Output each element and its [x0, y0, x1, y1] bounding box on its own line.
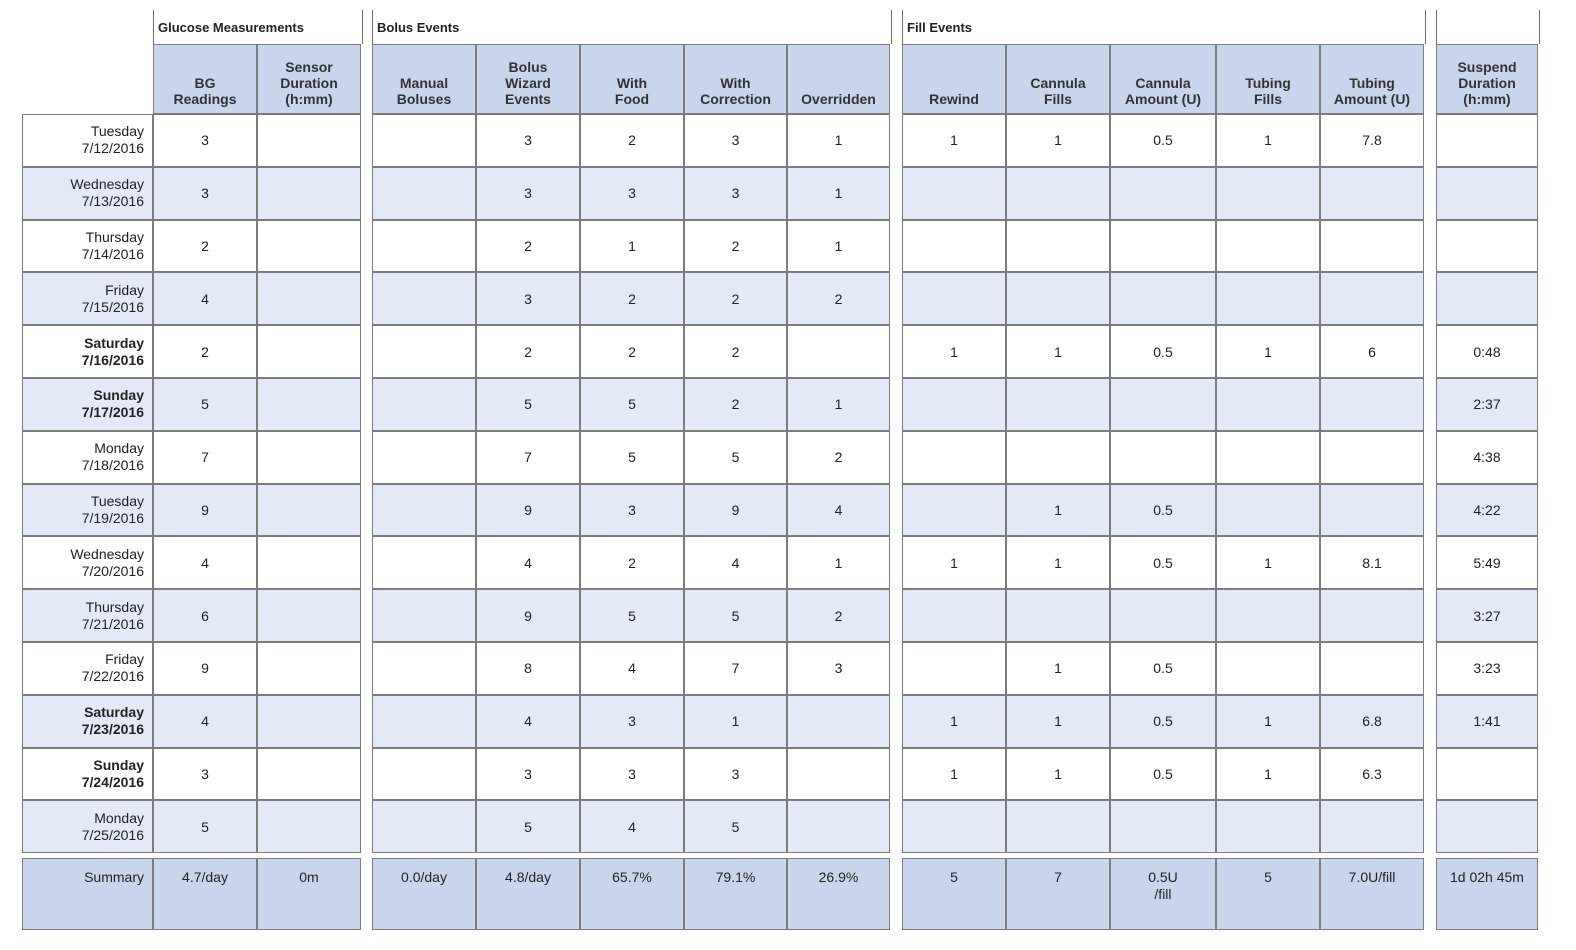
table-cell-tubing-amount: 6 [1320, 325, 1424, 378]
table-cell-suspend: 4:22 [1436, 484, 1538, 537]
row-date: 7/20/2016 [81, 562, 144, 579]
table-cell-suspend: 3:27 [1436, 589, 1538, 642]
table-cell-overridden: 2 [787, 589, 890, 642]
table-cell-overridden: 4 [787, 484, 890, 537]
table-cell-food: 2 [580, 536, 684, 589]
table-cell-wizard: 5 [476, 378, 580, 431]
table-cell-sensor [257, 325, 361, 378]
table-cell-rewind [902, 431, 1006, 484]
table-cell-cannula-amount: 0.5 [1110, 114, 1216, 167]
table-cell-cannula-amount: 0.5 [1110, 695, 1216, 748]
table-cell-food: 5 [580, 589, 684, 642]
table-cell-food: 2 [580, 272, 684, 325]
table-cell-tubing-fills [1216, 220, 1320, 273]
table-cell-cannula-fills: 1 [1006, 695, 1110, 748]
column-header-manual: Manual Boluses [372, 44, 476, 114]
table-cell-bg: 4 [153, 695, 257, 748]
table-cell-correction: 4 [684, 536, 787, 589]
table-cell-tubing-amount [1320, 431, 1424, 484]
table-cell-suspend [1436, 272, 1538, 325]
table-cell-cannula-amount: 0.5 [1110, 536, 1216, 589]
table-cell-bg: 9 [153, 642, 257, 695]
summary-cell-sensor: 0m [257, 858, 361, 930]
table-cell-manual [372, 748, 476, 801]
table-cell-tubing-amount [1320, 378, 1424, 431]
table-cell-wizard: 8 [476, 642, 580, 695]
table-cell-rewind [902, 378, 1006, 431]
table-cell-rewind [902, 272, 1006, 325]
table-cell-sensor [257, 800, 361, 853]
table-cell-correction: 2 [684, 378, 787, 431]
table-cell-tubing-amount [1320, 484, 1424, 537]
table-cell-food: 3 [580, 167, 684, 220]
table-cell-sensor [257, 114, 361, 167]
summary-cell-tubing-fills: 5 [1216, 858, 1320, 930]
table-cell-correction: 5 [684, 800, 787, 853]
table-cell-manual [372, 800, 476, 853]
table-cell-bg: 3 [153, 748, 257, 801]
table-cell-cannula-amount [1110, 220, 1216, 273]
row-date: 7/22/2016 [81, 668, 144, 685]
row-date: 7/23/2016 [81, 721, 144, 738]
row-date-cell [22, 642, 153, 695]
table-cell-suspend: 5:49 [1436, 536, 1538, 589]
table-cell-cannula-amount: 0.5 [1110, 484, 1216, 537]
table-cell-correction: 7 [684, 642, 787, 695]
table-cell-suspend: 0:48 [1436, 325, 1538, 378]
table-cell-suspend [1436, 167, 1538, 220]
table-cell-wizard: 9 [476, 484, 580, 537]
table-cell-manual [372, 589, 476, 642]
summary-cell-suspend: 1d 02h 45m [1436, 858, 1538, 930]
summary-cell-cannula-amount: 0.5U /fill [1110, 858, 1216, 930]
table-cell-sensor [257, 695, 361, 748]
column-header-correction: With Correction [684, 44, 787, 114]
table-cell-overridden: 2 [787, 431, 890, 484]
table-cell-cannula-fills [1006, 800, 1110, 853]
table-cell-suspend [1436, 220, 1538, 273]
row-day: Sunday [93, 387, 144, 404]
table-cell-cannula-fills [1006, 272, 1110, 325]
row-date: 7/16/2016 [81, 351, 144, 368]
row-date-cell [22, 589, 153, 642]
row-date-cell [22, 748, 153, 801]
table-cell-sensor [257, 272, 361, 325]
table-cell-manual [372, 642, 476, 695]
row-date: 7/13/2016 [81, 193, 144, 210]
table-cell-tubing-fills [1216, 378, 1320, 431]
table-cell-manual [372, 167, 476, 220]
table-cell-tubing-fills [1216, 589, 1320, 642]
table-cell-overridden: 3 [787, 642, 890, 695]
table-cell-cannula-fills [1006, 431, 1110, 484]
table-cell-tubing-fills: 1 [1216, 114, 1320, 167]
table-cell-manual [372, 114, 476, 167]
summary-cell-food: 65.7% [580, 858, 684, 930]
table-cell-rewind [902, 484, 1006, 537]
table-cell-tubing-fills: 1 [1216, 325, 1320, 378]
table-cell-correction: 1 [684, 695, 787, 748]
column-header-tubing-fills: Tubing Fills [1216, 44, 1320, 114]
row-day: Thursday [85, 598, 144, 615]
row-day: Tuesday [90, 123, 144, 140]
table-cell-tubing-amount [1320, 800, 1424, 853]
table-cell-food: 3 [580, 695, 684, 748]
table-cell-bg: 5 [153, 800, 257, 853]
table-cell-food: 1 [580, 220, 684, 273]
table-cell-tubing-amount [1320, 589, 1424, 642]
table-cell-tubing-amount [1320, 272, 1424, 325]
table-cell-food: 4 [580, 642, 684, 695]
table-cell-rewind: 1 [902, 325, 1006, 378]
table-cell-overridden: 2 [787, 272, 890, 325]
column-header-tubing-amount: Tubing Amount (U) [1320, 44, 1424, 114]
table-cell-food: 5 [580, 378, 684, 431]
table-cell-bg: 9 [153, 484, 257, 537]
table-cell-manual [372, 484, 476, 537]
group-title-glucose: Glucose Measurements [158, 20, 304, 35]
summary-cell-overridden: 26.9% [787, 858, 890, 930]
row-day: Friday [105, 651, 144, 668]
table-cell-tubing-amount: 6.3 [1320, 748, 1424, 801]
table-cell-bg: 2 [153, 220, 257, 273]
table-cell-bg: 6 [153, 589, 257, 642]
table-cell-wizard: 5 [476, 800, 580, 853]
group-title-fill: Fill Events [907, 20, 973, 35]
row-date-cell [22, 272, 153, 325]
table-cell-tubing-amount [1320, 220, 1424, 273]
table-cell-wizard: 3 [476, 114, 580, 167]
row-date: 7/24/2016 [81, 773, 144, 790]
table-cell-bg: 4 [153, 272, 257, 325]
column-header-food: With Food [580, 44, 684, 114]
table-cell-tubing-amount [1320, 642, 1424, 695]
table-cell-rewind [902, 167, 1006, 220]
table-cell-manual [372, 536, 476, 589]
table-cell-manual [372, 695, 476, 748]
table-cell-cannula-fills: 1 [1006, 642, 1110, 695]
column-header-rewind: Rewind [902, 44, 1006, 114]
table-cell-wizard: 3 [476, 272, 580, 325]
row-date: 7/17/2016 [81, 404, 144, 421]
column-header-wizard: Bolus Wizard Events [476, 44, 580, 114]
table-cell-tubing-fills [1216, 642, 1320, 695]
table-cell-sensor [257, 220, 361, 273]
table-cell-wizard: 4 [476, 536, 580, 589]
table-cell-cannula-fills: 1 [1006, 484, 1110, 537]
table-cell-manual [372, 325, 476, 378]
table-cell-suspend: 2:37 [1436, 378, 1538, 431]
group-frame-fill [902, 10, 1426, 44]
table-cell-wizard: 2 [476, 325, 580, 378]
column-header-suspend: Suspend Duration (h:mm) [1436, 44, 1538, 114]
row-date-cell [22, 536, 153, 589]
row-date-cell [22, 484, 153, 537]
row-day: Monday [94, 809, 144, 826]
table-cell-cannula-amount [1110, 800, 1216, 853]
table-cell-tubing-fills [1216, 800, 1320, 853]
table-cell-rewind: 1 [902, 114, 1006, 167]
column-header-sensor: Sensor Duration (h:mm) [257, 44, 361, 114]
table-cell-food: 2 [580, 325, 684, 378]
row-day: Sunday [93, 756, 144, 773]
table-cell-bg: 5 [153, 378, 257, 431]
table-cell-tubing-fills: 1 [1216, 748, 1320, 801]
row-day: Thursday [85, 228, 144, 245]
table-cell-rewind: 1 [902, 695, 1006, 748]
table-cell-cannula-fills [1006, 220, 1110, 273]
row-date: 7/12/2016 [81, 140, 144, 157]
table-cell-tubing-amount: 7.8 [1320, 114, 1424, 167]
table-cell-sensor [257, 589, 361, 642]
table-cell-cannula-fills [1006, 589, 1110, 642]
table-cell-correction: 2 [684, 272, 787, 325]
table-cell-tubing-amount [1320, 167, 1424, 220]
table-cell-manual [372, 431, 476, 484]
table-cell-cannula-amount: 0.5 [1110, 325, 1216, 378]
row-date-cell [22, 220, 153, 273]
row-day: Wednesday [70, 545, 144, 562]
table-cell-rewind [902, 589, 1006, 642]
table-cell-overridden: 1 [787, 114, 890, 167]
row-date: 7/14/2016 [81, 245, 144, 262]
table-cell-tubing-fills: 1 [1216, 536, 1320, 589]
summary-cell-wizard: 4.8/day [476, 858, 580, 930]
table-cell-manual [372, 220, 476, 273]
column-header-cannula-fills: Cannula Fills [1006, 44, 1110, 114]
column-header-cannula-amount: Cannula Amount (U) [1110, 44, 1216, 114]
group-frame-suspend [1436, 10, 1540, 44]
table-cell-wizard: 7 [476, 431, 580, 484]
table-cell-wizard: 2 [476, 220, 580, 273]
table-cell-food: 3 [580, 748, 684, 801]
table-cell-cannula-amount: 0.5 [1110, 642, 1216, 695]
row-day: Saturday [84, 334, 144, 351]
row-date-cell [22, 695, 153, 748]
summary-cell-cannula-fills: 7 [1006, 858, 1110, 930]
table-cell-overridden [787, 748, 890, 801]
table-cell-cannula-fills [1006, 378, 1110, 431]
table-cell-wizard: 9 [476, 589, 580, 642]
row-date-cell [22, 431, 153, 484]
row-date-cell [22, 114, 153, 167]
row-date: 7/19/2016 [81, 509, 144, 526]
group-title-bolus: Bolus Events [377, 20, 460, 35]
table-cell-manual [372, 378, 476, 431]
table-cell-correction: 3 [684, 114, 787, 167]
table-cell-overridden [787, 800, 890, 853]
table-cell-correction: 2 [684, 325, 787, 378]
table-cell-sensor [257, 642, 361, 695]
table-cell-tubing-fills [1216, 272, 1320, 325]
table-cell-tubing-amount: 8.1 [1320, 536, 1424, 589]
table-cell-cannula-fills: 1 [1006, 325, 1110, 378]
table-cell-sensor [257, 431, 361, 484]
table-cell-correction: 2 [684, 220, 787, 273]
table-cell-tubing-fills: 1 [1216, 695, 1320, 748]
table-cell-cannula-amount [1110, 272, 1216, 325]
table-cell-suspend [1436, 748, 1538, 801]
summary-cell-bg: 4.7/day [153, 858, 257, 930]
table-cell-wizard: 3 [476, 167, 580, 220]
table-cell-food: 4 [580, 800, 684, 853]
table-cell-overridden: 1 [787, 378, 890, 431]
table-cell-correction: 9 [684, 484, 787, 537]
table-cell-cannula-fills: 1 [1006, 114, 1110, 167]
table-cell-manual [372, 272, 476, 325]
table-cell-cannula-amount [1110, 589, 1216, 642]
table-cell-bg: 2 [153, 325, 257, 378]
table-cell-correction: 5 [684, 589, 787, 642]
table-cell-tubing-fills [1216, 484, 1320, 537]
table-cell-cannula-amount [1110, 167, 1216, 220]
table-cell-cannula-amount [1110, 431, 1216, 484]
table-cell-food: 5 [580, 431, 684, 484]
row-day: Wednesday [70, 176, 144, 193]
table-cell-cannula-amount [1110, 378, 1216, 431]
table-cell-overridden [787, 325, 890, 378]
table-cell-food: 2 [580, 114, 684, 167]
table-cell-tubing-fills [1216, 431, 1320, 484]
row-date: 7/25/2016 [81, 826, 144, 843]
table-cell-bg: 7 [153, 431, 257, 484]
table-cell-tubing-fills [1216, 167, 1320, 220]
summary-cell-tubing-amount: 7.0U/fill [1320, 858, 1424, 930]
table-cell-overridden [787, 695, 890, 748]
row-day: Tuesday [90, 492, 144, 509]
table-cell-suspend: 3:23 [1436, 642, 1538, 695]
table-cell-suspend: 4:38 [1436, 431, 1538, 484]
summary-cell-correction: 79.1% [684, 858, 787, 930]
table-cell-bg: 4 [153, 536, 257, 589]
table-cell-overridden: 1 [787, 220, 890, 273]
row-date-cell [22, 378, 153, 431]
table-cell-rewind: 1 [902, 748, 1006, 801]
table-cell-sensor [257, 167, 361, 220]
summary-cell-manual: 0.0/day [372, 858, 476, 930]
row-day: Saturday [84, 704, 144, 721]
row-date: 7/18/2016 [81, 457, 144, 474]
table-cell-sensor [257, 484, 361, 537]
table-cell-suspend [1436, 800, 1538, 853]
table-cell-wizard: 3 [476, 748, 580, 801]
table-cell-rewind [902, 800, 1006, 853]
table-cell-cannula-amount: 0.5 [1110, 748, 1216, 801]
row-date: 7/21/2016 [81, 615, 144, 632]
table-cell-sensor [257, 748, 361, 801]
table-cell-tubing-amount: 6.8 [1320, 695, 1424, 748]
table-cell-suspend: 1:41 [1436, 695, 1538, 748]
table-cell-cannula-fills: 1 [1006, 748, 1110, 801]
table-cell-rewind [902, 220, 1006, 273]
summary-label: Summary [22, 858, 153, 930]
table-cell-wizard: 4 [476, 695, 580, 748]
table-cell-suspend [1436, 114, 1538, 167]
column-header-overridden: Overridden [787, 44, 890, 114]
table-cell-rewind: 1 [902, 536, 1006, 589]
summary-cell-rewind: 5 [902, 858, 1006, 930]
table-cell-overridden: 1 [787, 536, 890, 589]
row-date-cell [22, 800, 153, 853]
table-cell-sensor [257, 378, 361, 431]
table-cell-sensor [257, 536, 361, 589]
table-cell-bg: 3 [153, 167, 257, 220]
table-cell-overridden: 1 [787, 167, 890, 220]
table-cell-cannula-fills [1006, 167, 1110, 220]
row-day: Monday [94, 440, 144, 457]
table-cell-correction: 3 [684, 748, 787, 801]
table-cell-cannula-fills: 1 [1006, 536, 1110, 589]
table-cell-correction: 5 [684, 431, 787, 484]
table-cell-bg: 3 [153, 114, 257, 167]
row-date-cell [22, 325, 153, 378]
row-day: Friday [105, 281, 144, 298]
table-cell-rewind [902, 642, 1006, 695]
table-cell-food: 3 [580, 484, 684, 537]
column-header-bg: BG Readings [153, 44, 257, 114]
row-date-cell [22, 167, 153, 220]
row-date: 7/15/2016 [81, 298, 144, 315]
table-cell-correction: 3 [684, 167, 787, 220]
